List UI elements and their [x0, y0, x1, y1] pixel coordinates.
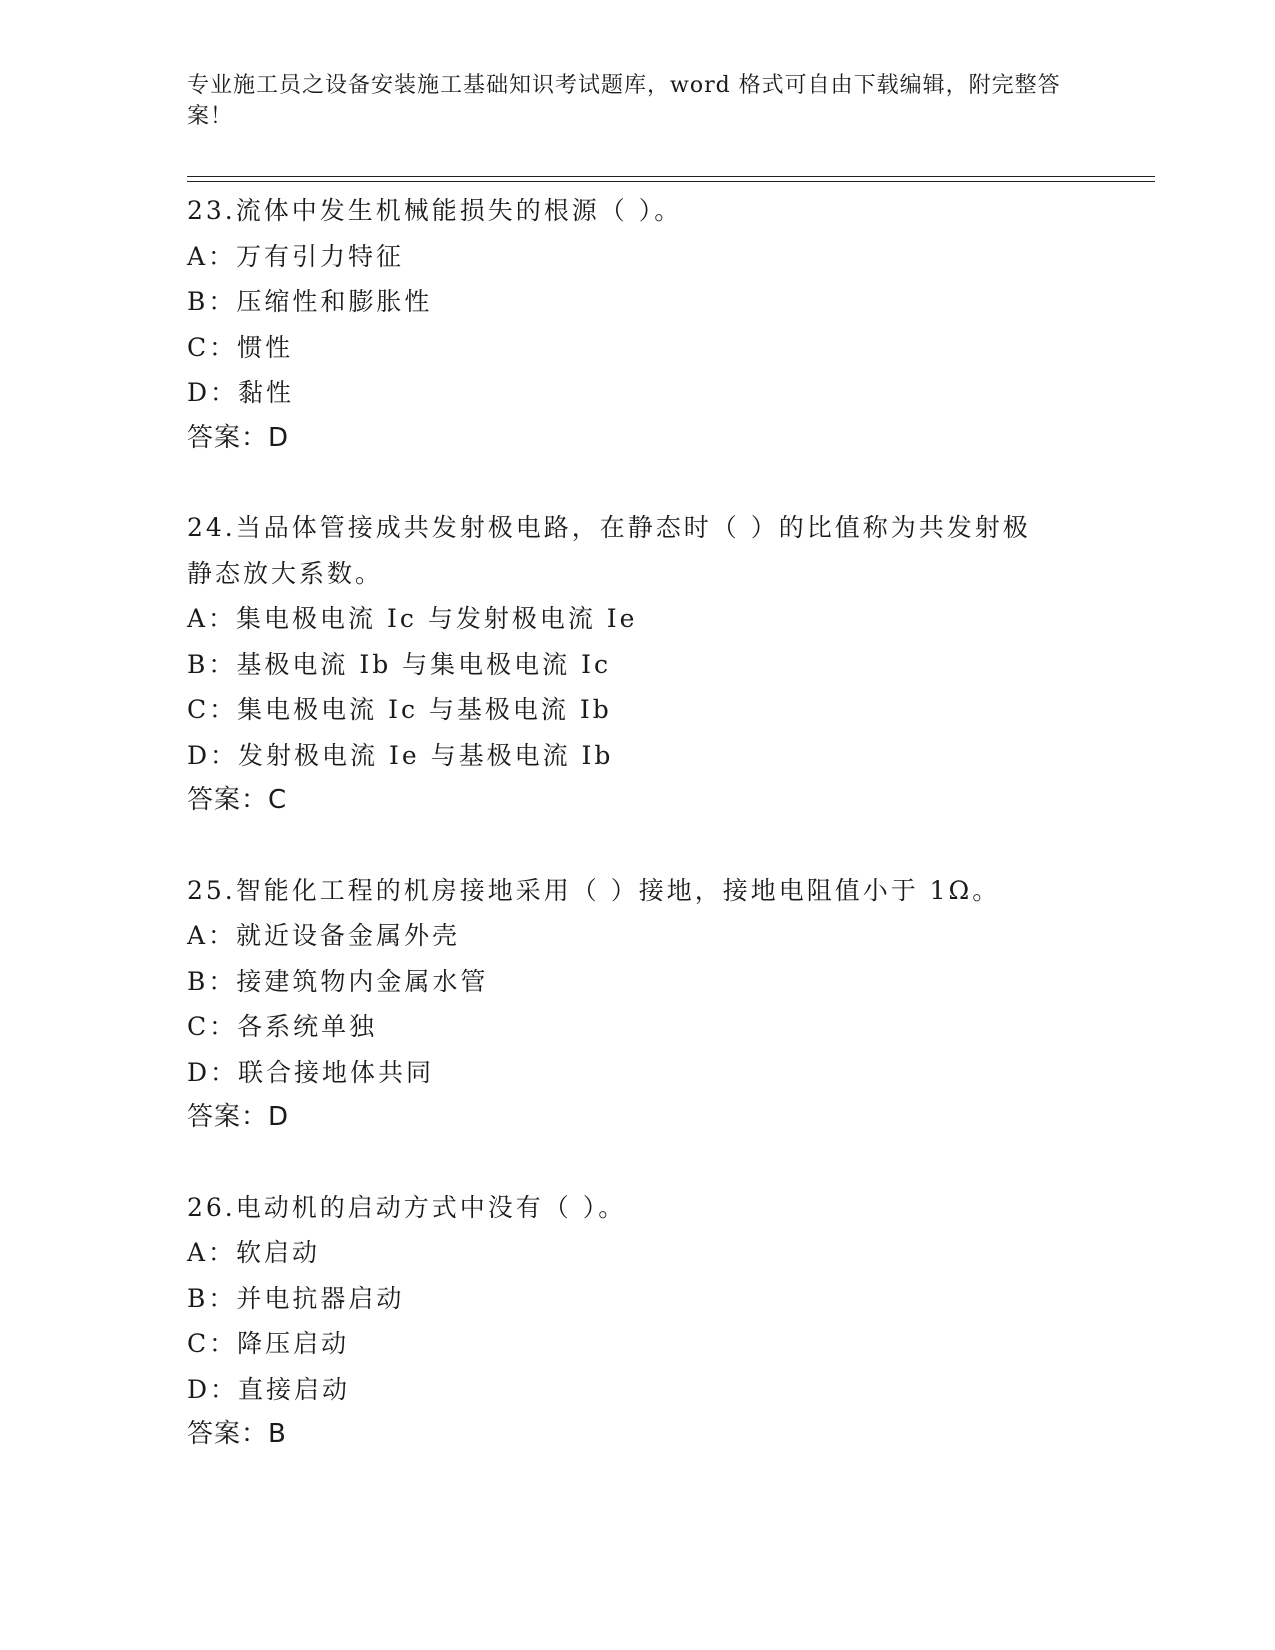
- question-list: [187, 188, 1155, 1502]
- header-divider-top: [187, 176, 1155, 177]
- option-c: C：集电极电流 Ic 与基极电流 Ib: [187, 695, 612, 724]
- answer-line: 答案：D: [187, 1102, 290, 1132]
- answer-line: 答案：B: [187, 1419, 287, 1449]
- option-c: C：惯性: [187, 332, 294, 362]
- option-d: D：黏性: [187, 378, 295, 407]
- option-a: A：软启动: [187, 1238, 321, 1267]
- question-25: [187, 868, 1155, 1141]
- question-23: [187, 188, 1155, 461]
- header-divider-bottom: [187, 181, 1155, 182]
- answer-line: 答案：D: [187, 422, 290, 453]
- option-a: A：就近设备金属外壳: [187, 921, 461, 950]
- question-stem: 26.电动机的启动方式中没有（ ）。: [187, 1192, 627, 1222]
- question-24: [187, 505, 1155, 824]
- option-c: C：降压启动: [187, 1329, 350, 1358]
- option-d: D：发射极电流 Ie 与基极电流 Ib: [187, 740, 614, 770]
- option-a: A：万有引力特征: [187, 241, 405, 271]
- document-header: 专业施工员之设备安装施工基础知识考试题库，word 格式可自由下载编辑，附完整答案！: [187, 73, 1061, 129]
- option-d: D：联合接地体共同: [187, 1057, 435, 1087]
- question-stem: 24.当品体管接成共发射极电路，在静态时（ ）的比值称为共发射极静态放大系数。: [187, 513, 1031, 588]
- answer-line: 答案：C: [187, 785, 288, 815]
- option-a: A：集电极电流 Ic 与发射极电流 Ie: [187, 604, 638, 633]
- option-b: B：基极电流 Ib 与集电极电流 Ic: [187, 649, 611, 679]
- option-b: B：接建筑物内金属水管: [187, 966, 489, 996]
- option-b: B：压缩性和膨胀性: [187, 287, 433, 316]
- question-26: [187, 1185, 1155, 1458]
- question-stem: 23.流体中发生机械能损失的根源（ ）。: [187, 196, 683, 225]
- option-d: D：直接启动: [187, 1374, 351, 1404]
- option-c: C：各系统单独: [187, 1012, 378, 1041]
- option-b: B：并电抗器启动: [187, 1283, 405, 1313]
- question-stem: 25.智能化工程的机房接地采用（ ）接地，接地电阻值小于 1Ω。: [187, 875, 1001, 905]
